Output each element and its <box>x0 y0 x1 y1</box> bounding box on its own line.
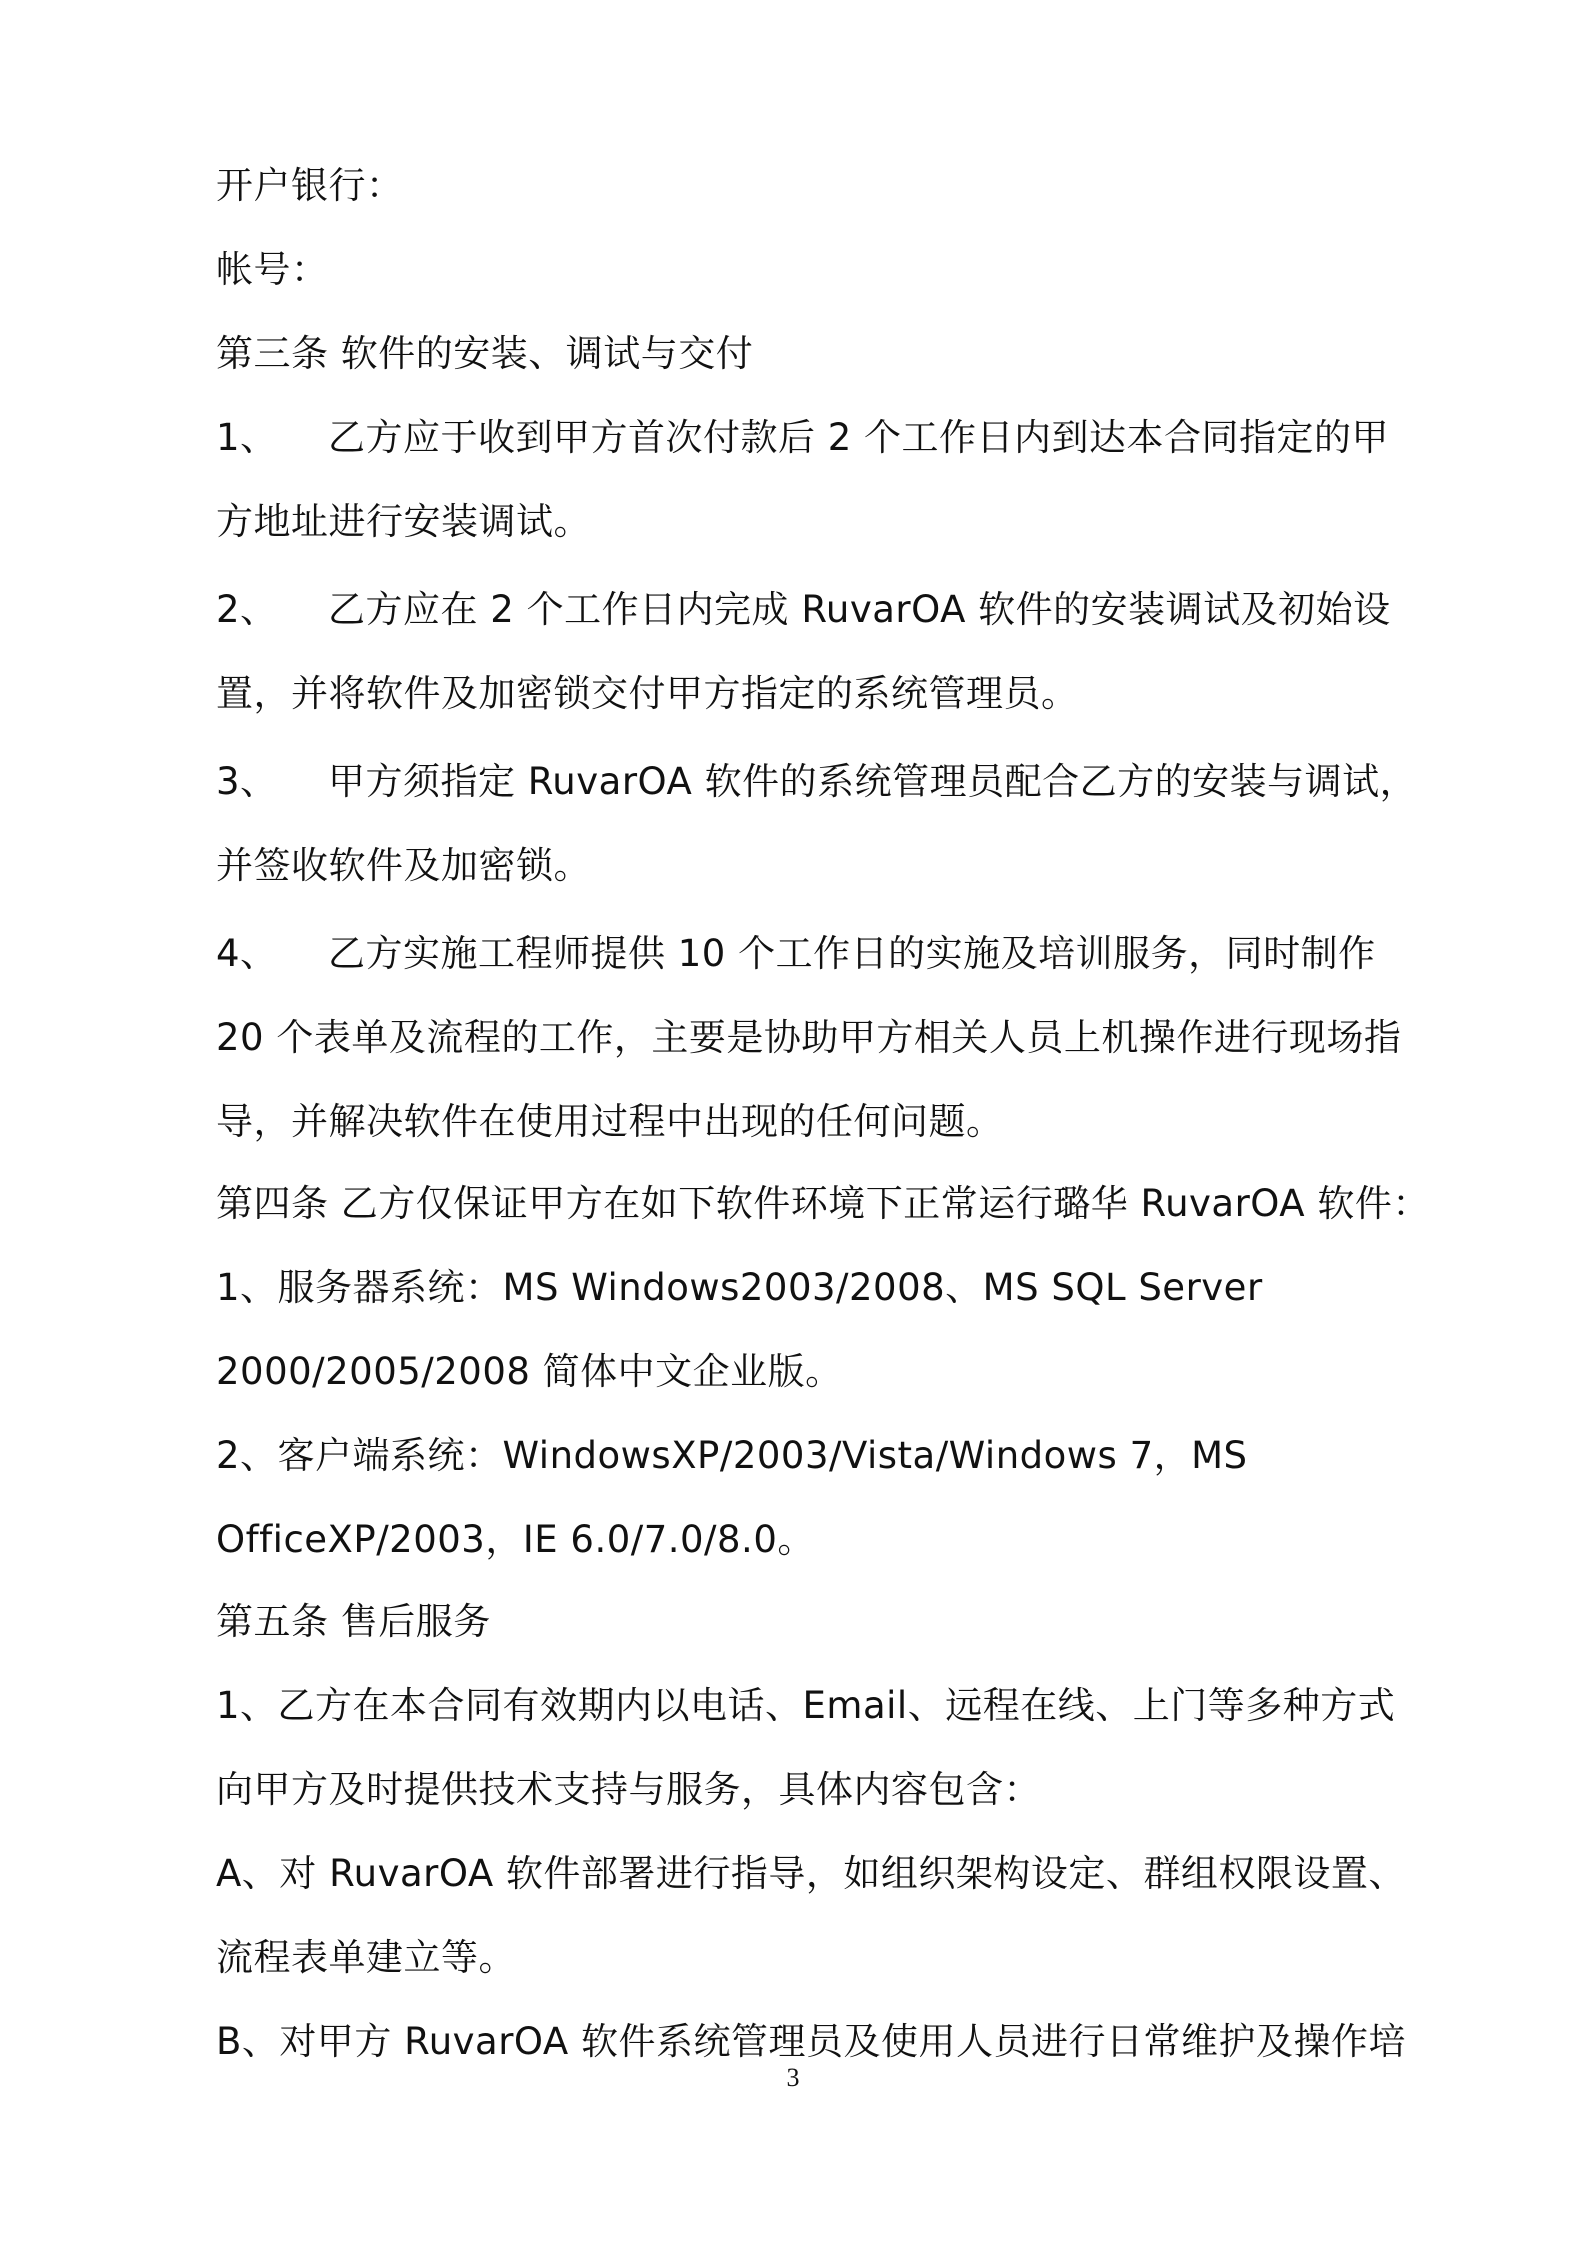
service-clause-1-line-2: 向甲方及时提供技术支持与服务，具体内容包含： <box>216 1768 1041 1811</box>
clause-text: 甲方须指定 RuvarOA 软件的系统管理员配合乙方的安装与调试， <box>328 760 1418 803</box>
account-label: 帐号： <box>216 248 329 291</box>
client-system-line-1: 2、客户端系统：WindowsXP/2003/Vista/Windows 7，MS <box>216 1434 1248 1477</box>
server-system-line-1: 1、服务器系统：MS Windows2003/2008、MS SQL Server <box>216 1266 1263 1309</box>
clause-3-3-line-1 <box>216 758 1418 806</box>
clause-3-3-line-2: 并签收软件及加密锁。 <box>216 844 591 887</box>
service-item-a-line-2: 流程表单建立等。 <box>216 1936 516 1979</box>
clause-number: 1、 <box>216 416 278 459</box>
article-3-heading: 第三条 软件的安装、调试与交付 <box>216 332 754 375</box>
clause-3-4-line-3: 导，并解决软件在使用过程中出现的任何问题。 <box>216 1100 1004 1143</box>
clause-3-4-line-1 <box>216 930 1396 978</box>
clause-text: 乙方实施工程师提供 10 个工作日的实施及培训服务，同时制作 <box>328 932 1376 975</box>
article-5-heading: 第五条 售后服务 <box>216 1600 491 1643</box>
bank-label: 开户银行： <box>216 164 404 207</box>
clause-text: 乙方应于收到甲方首次付款后 2 个工作日内到达本合同指定的甲 <box>328 416 1390 459</box>
server-system-line-2: 2000/2005/2008 简体中文企业版。 <box>216 1350 843 1393</box>
clause-3-2-line-1 <box>216 586 1396 634</box>
clause-3-4-line-2: 20 个表单及流程的工作，主要是协助甲方相关人员上机操作进行现场指 <box>216 1016 1402 1059</box>
service-item-a-line-1: A、对 RuvarOA 软件部署进行指导，如组织架构设定、群组权限设置、 <box>216 1852 1406 1895</box>
clause-3-1-line-1 <box>216 414 1396 462</box>
clause-3-1-line-2: 方地址进行安装调试。 <box>216 500 591 543</box>
service-clause-1-line-1: 1、乙方在本合同有效期内以电话、Email、远程在线、上门等多种方式 <box>216 1684 1396 1727</box>
clause-text: 乙方应在 2 个工作日内完成 RuvarOA 软件的安装调试及初始设 <box>328 588 1391 631</box>
clause-number: 2、 <box>216 588 278 631</box>
clause-number: 3、 <box>216 760 278 803</box>
article-4-heading: 第四条 乙方仅保证甲方在如下软件环境下正常运行璐华 RuvarOA 软件： <box>216 1182 1430 1225</box>
clause-3-2-line-2: 置，并将软件及加密锁交付甲方指定的系统管理员。 <box>216 672 1079 715</box>
service-item-b-line-1: B、对甲方 RuvarOA 软件系统管理员及使用人员进行日常维护及操作培 <box>216 2020 1406 2063</box>
client-system-line-2: OfficeXP/2003，IE 6.0/7.0/8.0。 <box>216 1518 815 1561</box>
clause-number: 4、 <box>216 932 278 975</box>
page-number: 3 <box>786 2063 800 2092</box>
